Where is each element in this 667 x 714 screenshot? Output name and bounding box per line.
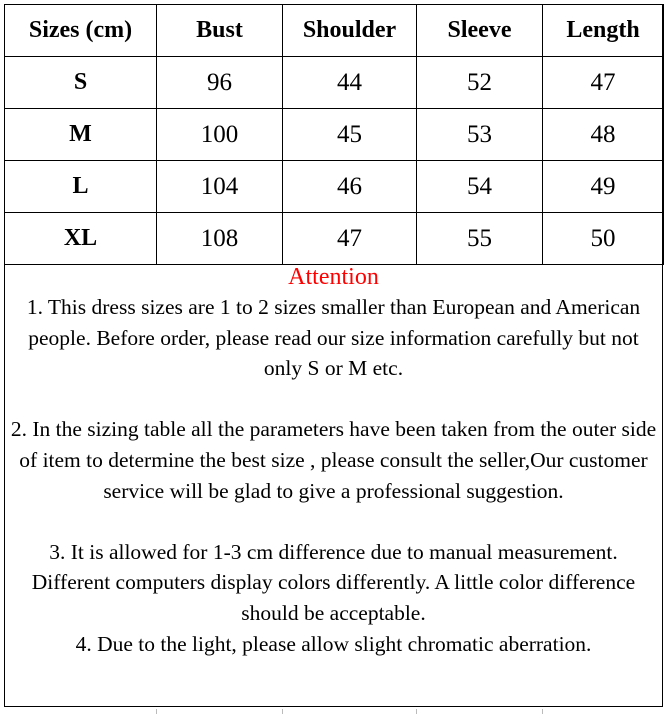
note-3: 3. It is allowed for 1-3 cm difference due to manual measurement. Different computers display colors differently. A little color difference should be acceptable. bbox=[31, 539, 636, 625]
table-row bbox=[5, 161, 664, 213]
header-bust: Bust bbox=[157, 5, 283, 57]
size-label: M bbox=[5, 109, 157, 161]
note-1: 1. This dress sizes are 1 to 2 sizes smaller than European and American people. Before order, please read our size information carefully but not only S or M etc. bbox=[26, 295, 641, 381]
header-length: Length bbox=[543, 5, 664, 57]
sleeve-value: 55 bbox=[417, 213, 543, 265]
table-row bbox=[5, 57, 664, 109]
tick-mark bbox=[282, 709, 283, 714]
bust-value: 100 bbox=[157, 109, 283, 161]
spacer bbox=[4, 506, 663, 537]
note-4: 4. Due to the light, please allow slight chromatic aberration. bbox=[75, 631, 592, 656]
length-value: 50 bbox=[543, 213, 664, 265]
length-value: 47 bbox=[543, 57, 664, 109]
bottom-edge-marks bbox=[0, 707, 667, 714]
header-sizes: Sizes (cm) bbox=[5, 5, 157, 57]
bust-value: 108 bbox=[157, 213, 283, 265]
attention-notes bbox=[4, 259, 663, 707]
shoulder-value: 46 bbox=[283, 161, 417, 213]
bust-value: 96 bbox=[157, 57, 283, 109]
size-label: S bbox=[5, 57, 157, 109]
attention-title: Attention bbox=[288, 264, 379, 290]
length-value: 49 bbox=[543, 161, 664, 213]
shoulder-value: 44 bbox=[283, 57, 417, 109]
table-row bbox=[5, 109, 664, 161]
table-row bbox=[5, 213, 664, 265]
tick-mark bbox=[542, 709, 543, 714]
size-table bbox=[4, 4, 664, 265]
size-label: L bbox=[5, 161, 157, 213]
header-sleeve: Sleeve bbox=[417, 5, 543, 57]
shoulder-value: 45 bbox=[283, 109, 417, 161]
sleeve-value: 53 bbox=[417, 109, 543, 161]
tick-mark bbox=[416, 709, 417, 714]
sleeve-value: 54 bbox=[417, 161, 543, 213]
spacer bbox=[4, 384, 663, 415]
size-label: XL bbox=[5, 213, 157, 265]
length-value: 48 bbox=[543, 109, 664, 161]
table-header-row bbox=[5, 5, 664, 57]
note-2: 2. In the sizing table all the parameters have been taken from the outer side of item to determine the best size , please consult the seller,Our customer service will be glad to give a professional suggestion. bbox=[10, 417, 657, 503]
tick-mark bbox=[156, 709, 157, 714]
header-shoulder: Shoulder bbox=[283, 5, 417, 57]
shoulder-value: 47 bbox=[283, 213, 417, 265]
bust-value: 104 bbox=[157, 161, 283, 213]
sleeve-value: 52 bbox=[417, 57, 543, 109]
